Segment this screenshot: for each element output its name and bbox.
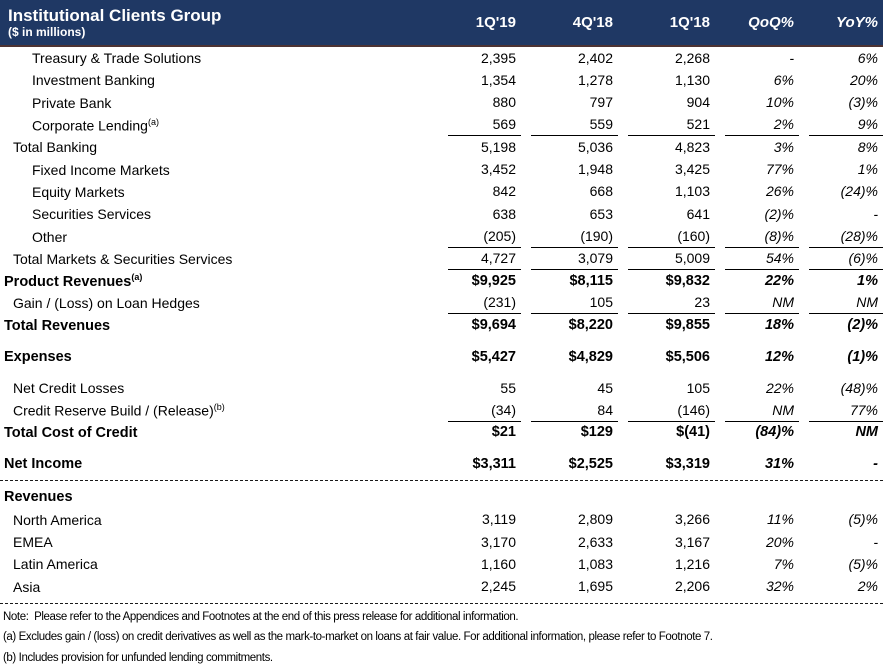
value-cell: 2,395 xyxy=(480,49,516,66)
value-cell: $2,525 xyxy=(568,455,613,472)
table-row xyxy=(0,422,883,444)
table-row xyxy=(0,158,883,180)
row-label: Private Bank xyxy=(32,94,112,111)
value-cell: 3,266 xyxy=(674,511,710,528)
value-cell: 1,083 xyxy=(577,555,613,572)
value-cell: 5,009 xyxy=(618,248,715,270)
value-cell: (146) xyxy=(618,399,715,421)
footnote-a: (a) Excludes gain / (loss) on credit derivatives as well as the mark-to-market on loans at fair value. For additional information, please refer to Footnote 7. xyxy=(3,631,713,644)
table-row xyxy=(0,225,883,247)
value-cell: 1,354 xyxy=(480,71,516,88)
value-cell: (160) xyxy=(618,225,715,247)
value-cell: 84 xyxy=(521,399,618,421)
value-cell: 1,948 xyxy=(577,161,613,178)
value-cell: - xyxy=(789,49,794,66)
row-label: Investment Banking xyxy=(32,72,155,89)
value-cell xyxy=(799,486,883,508)
value-cell: $3,319 xyxy=(665,455,710,472)
value-cell: - xyxy=(873,455,878,472)
value-cell: 54% xyxy=(715,248,799,270)
value-cell: $8,220 xyxy=(568,317,613,334)
value-cell: 11% xyxy=(767,511,794,528)
value-cell: NM xyxy=(799,292,883,314)
value-cell: - xyxy=(873,205,878,222)
value-cell: 2,268 xyxy=(674,49,710,66)
value-cell: 18% xyxy=(764,317,794,334)
value-cell: (1)% xyxy=(847,348,878,365)
value-cell: 1,695 xyxy=(577,578,613,595)
value-cell: $9,694 xyxy=(471,317,516,334)
value-cell: (48)% xyxy=(840,379,878,396)
row-label: North America xyxy=(13,511,102,528)
value-cell: 641 xyxy=(686,205,710,222)
value-cell: $5,427 xyxy=(471,348,516,365)
value-cell: 2% xyxy=(857,578,878,595)
value-cell: - xyxy=(873,533,878,550)
row-spacer xyxy=(0,337,883,346)
row-label: Corporate Lending$^{(a)}$ xyxy=(32,116,159,134)
footnote-general: Note: Please refer to the Appendices and Footnotes at the end of this press release for additional information. xyxy=(3,610,519,623)
value-cell: (2)% xyxy=(847,317,878,334)
value-cell: 2% xyxy=(715,114,799,136)
table-row xyxy=(0,315,883,337)
table-row xyxy=(0,531,883,553)
row-label: Credit Reserve Build / (Release)$^{(b)}$ xyxy=(13,402,225,419)
value-cell: 1% xyxy=(857,161,878,178)
footnote-b: (b) Includes provision for unfunded lending commitments. xyxy=(3,651,273,664)
table-row xyxy=(0,509,883,531)
value-cell: 842 xyxy=(492,183,516,200)
row-spacer xyxy=(0,444,883,453)
row-label: Total Banking xyxy=(13,139,98,156)
row-label: Latin America xyxy=(13,556,98,573)
value-cell: 12% xyxy=(764,348,794,365)
value-cell: $3,311 xyxy=(472,455,516,472)
table-header-band xyxy=(0,0,883,46)
value-cell: $21 xyxy=(491,424,516,441)
value-cell: (8)% xyxy=(715,225,799,247)
value-cell: 797 xyxy=(589,94,613,111)
value-cell: 1% xyxy=(857,272,878,289)
value-cell: 904 xyxy=(686,94,710,111)
value-cell: (205) xyxy=(438,225,521,247)
value-cell: 3,119 xyxy=(482,511,516,528)
row-label: Total Cost of Credit xyxy=(4,424,138,441)
value-cell: 22% xyxy=(765,379,794,396)
value-cell: 2,809 xyxy=(577,511,613,528)
units-label: ($ in millions) xyxy=(8,25,86,39)
dashed-divider xyxy=(0,475,883,486)
value-cell: (5)% xyxy=(848,555,878,572)
value-cell: 7% xyxy=(773,555,794,572)
value-cell: NM xyxy=(715,399,799,421)
value-cell: (6)% xyxy=(799,248,883,270)
value-cell: 6% xyxy=(773,71,794,88)
column-header-1q19: 1Q'19 xyxy=(438,0,521,46)
value-cell: 23 xyxy=(618,292,715,314)
value-cell: 2,633 xyxy=(577,533,613,550)
value-cell: 4,727 xyxy=(438,248,521,270)
value-cell: (28)% xyxy=(799,225,883,247)
value-cell: 521 xyxy=(618,114,715,136)
value-cell: 5,198 xyxy=(480,138,516,155)
value-cell: NM xyxy=(855,424,878,441)
value-cell: (5)% xyxy=(848,511,878,528)
value-cell: 3,425 xyxy=(674,161,710,178)
value-cell: 3,167 xyxy=(674,533,710,550)
value-cell: (3)% xyxy=(848,94,878,111)
value-cell: 20% xyxy=(849,71,878,88)
value-cell: 10% xyxy=(765,94,794,111)
value-cell: (2)% xyxy=(764,205,794,222)
value-cell: 1,130 xyxy=(674,71,710,88)
row-label: Total Markets & Securities Services xyxy=(13,250,233,267)
value-cell xyxy=(715,486,799,508)
value-cell: 77% xyxy=(799,399,883,421)
row-label: Revenues xyxy=(4,489,73,506)
row-label: Gain / (Loss) on Loan Hedges xyxy=(13,295,200,312)
row-label: Securities Services xyxy=(32,206,152,223)
column-header-yoy: YoY% xyxy=(799,0,883,46)
table-row xyxy=(0,46,883,69)
value-cell: 880 xyxy=(492,94,516,111)
table-row xyxy=(0,114,883,136)
value-cell: 1,160 xyxy=(480,555,516,572)
table-row xyxy=(0,576,883,598)
value-cell: 653 xyxy=(589,205,613,222)
table-row xyxy=(0,553,883,575)
value-cell: 1,278 xyxy=(577,71,613,88)
table-row xyxy=(0,136,883,158)
value-cell: $(41) xyxy=(676,424,710,441)
row-label: Treasury & Trade Solutions xyxy=(32,50,202,67)
table-title-cell xyxy=(0,0,438,46)
value-cell: (190) xyxy=(521,225,618,247)
table-row xyxy=(0,69,883,91)
value-cell: 55 xyxy=(500,379,516,396)
value-cell: 1,103 xyxy=(674,183,710,200)
value-cell: 8% xyxy=(857,138,878,155)
table-row xyxy=(0,92,883,114)
column-header-1q18: 1Q'18 xyxy=(618,0,715,46)
value-cell: 569 xyxy=(438,114,521,136)
table-row xyxy=(0,203,883,225)
row-label: Fixed Income Markets xyxy=(32,161,170,178)
value-cell xyxy=(521,486,618,508)
value-cell: 2,206 xyxy=(674,578,710,595)
table-row xyxy=(0,270,883,292)
value-cell: 559 xyxy=(521,114,618,136)
value-cell: $5,506 xyxy=(665,348,710,365)
value-cell: 6% xyxy=(857,49,878,66)
table-row xyxy=(0,292,883,314)
value-cell: 1,216 xyxy=(674,555,710,572)
row-label: Product Revenues$^{(a)}$ xyxy=(4,272,143,291)
page-title: Institutional Clients Group xyxy=(8,6,222,25)
value-cell xyxy=(618,486,715,508)
value-cell: 9% xyxy=(799,114,883,136)
value-cell: 3% xyxy=(773,138,794,155)
value-cell: 105 xyxy=(521,292,618,314)
table-row xyxy=(0,486,883,508)
value-cell: 668 xyxy=(589,183,613,200)
value-cell: 5,036 xyxy=(577,138,613,155)
column-header-qoq: QoQ% xyxy=(715,0,799,46)
value-cell: NM xyxy=(715,292,799,314)
table-row xyxy=(0,453,883,475)
value-cell: (84)% xyxy=(755,424,794,441)
value-cell: $129 xyxy=(580,424,613,441)
row-label: Equity Markets xyxy=(32,183,125,200)
row-label: Asia xyxy=(13,578,41,595)
row-spacer xyxy=(0,368,883,377)
value-cell: 22% xyxy=(764,272,794,289)
value-cell: 105 xyxy=(686,379,710,396)
row-label: Other xyxy=(32,228,68,245)
value-cell: 77% xyxy=(765,161,794,178)
row-label: Total Revenues xyxy=(4,317,111,334)
row-label: Net Income xyxy=(4,456,83,473)
column-header-4q18: 4Q'18 xyxy=(521,0,618,46)
value-cell: 3,170 xyxy=(480,533,516,550)
table-row xyxy=(0,248,883,270)
value-cell xyxy=(438,486,521,508)
table-row xyxy=(0,399,883,421)
value-cell: (231) xyxy=(438,292,521,314)
value-cell: 45 xyxy=(597,379,613,396)
value-cell: $4,829 xyxy=(568,348,613,365)
value-cell: (34) xyxy=(438,399,521,421)
table-row xyxy=(0,181,883,203)
value-cell: 2,402 xyxy=(577,49,613,66)
row-label: EMEA xyxy=(13,534,53,551)
table-row xyxy=(0,346,883,368)
value-cell: 3,452 xyxy=(480,161,516,178)
row-label: Net Credit Losses xyxy=(13,380,125,397)
footnotes xyxy=(0,603,883,668)
value-cell: (24)% xyxy=(840,183,878,200)
value-cell: 20% xyxy=(765,533,794,550)
value-cell: 3,079 xyxy=(521,248,618,270)
value-cell: 4,823 xyxy=(674,138,710,155)
value-cell: 2,245 xyxy=(480,578,516,595)
value-cell: $8,115 xyxy=(569,272,613,289)
row-label: Expenses xyxy=(4,349,72,365)
value-cell: 26% xyxy=(765,183,794,200)
value-cell: 32% xyxy=(765,578,794,595)
value-cell: $9,832 xyxy=(665,272,710,289)
value-cell: 638 xyxy=(492,205,516,222)
value-cell: $9,925 xyxy=(471,272,516,289)
table-row xyxy=(0,377,883,399)
value-cell: $9,855 xyxy=(665,317,710,334)
value-cell: 31% xyxy=(764,455,794,472)
